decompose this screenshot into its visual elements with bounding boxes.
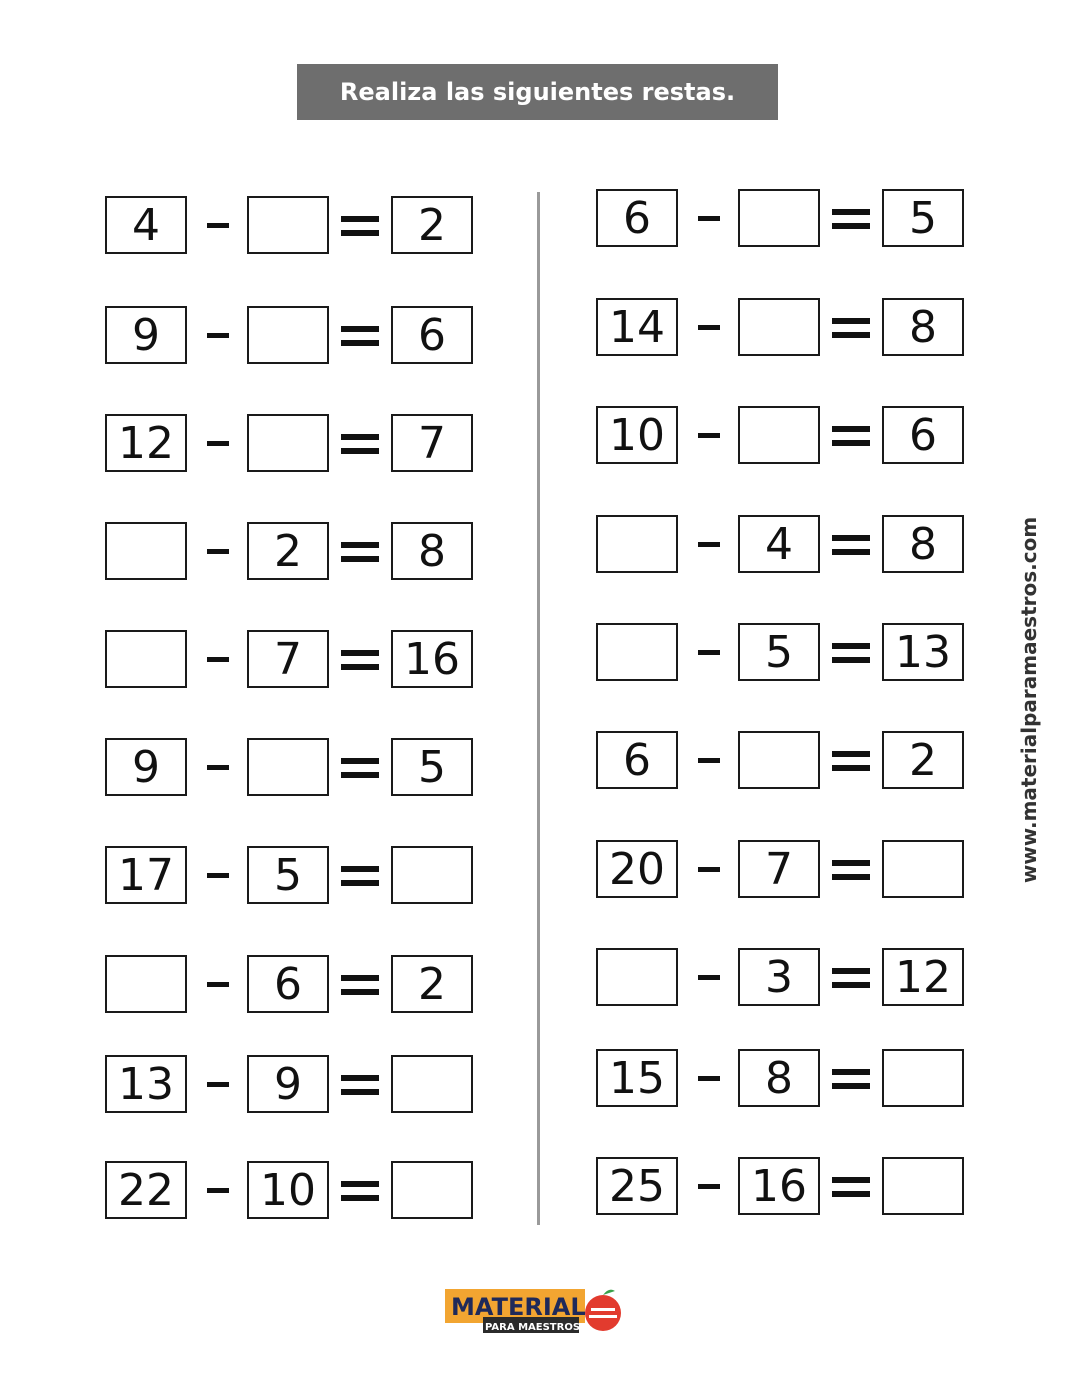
minuend-box[interactable] bbox=[596, 515, 678, 573]
result-box[interactable] bbox=[391, 1055, 473, 1113]
exercise-row bbox=[596, 948, 966, 1008]
equals-sign bbox=[341, 646, 379, 674]
subtrahend-box: 16 bbox=[738, 1157, 820, 1215]
minus-sign bbox=[698, 1076, 720, 1081]
subtrahend-box[interactable] bbox=[738, 189, 820, 247]
subtrahend-box[interactable] bbox=[247, 196, 329, 254]
equals-sign bbox=[832, 856, 870, 884]
column-divider bbox=[537, 192, 540, 1225]
result-box: 8 bbox=[882, 515, 964, 573]
subtrahend-box: 10 bbox=[247, 1161, 329, 1219]
subtrahend-box: 4 bbox=[738, 515, 820, 573]
minuend-box: 13 bbox=[105, 1055, 187, 1113]
result-box: 6 bbox=[882, 406, 964, 464]
equals-sign bbox=[832, 964, 870, 992]
exercise-row bbox=[596, 840, 966, 900]
minuend-box: 15 bbox=[596, 1049, 678, 1107]
exercise-row bbox=[105, 1055, 475, 1115]
exercise-row bbox=[105, 630, 475, 690]
minuend-box: 20 bbox=[596, 840, 678, 898]
logo-word-bottom: PARA MAESTROS bbox=[485, 1322, 581, 1333]
minuend-box[interactable] bbox=[105, 955, 187, 1013]
minus-sign bbox=[698, 650, 720, 655]
subtrahend-box: 7 bbox=[247, 630, 329, 688]
subtrahend-box: 8 bbox=[738, 1049, 820, 1107]
exercise-row bbox=[105, 414, 475, 474]
minus-sign bbox=[698, 867, 720, 872]
result-box: 2 bbox=[391, 196, 473, 254]
subtrahend-box: 2 bbox=[247, 522, 329, 580]
exercise-row bbox=[105, 522, 475, 582]
equals-sign bbox=[341, 754, 379, 782]
equals-sign bbox=[341, 322, 379, 350]
minus-sign bbox=[698, 542, 720, 547]
minus-sign bbox=[698, 1184, 720, 1189]
subtrahend-box[interactable] bbox=[738, 731, 820, 789]
result-box: 5 bbox=[391, 738, 473, 796]
exercise-row bbox=[596, 1049, 966, 1109]
equals-sign bbox=[341, 430, 379, 458]
subtrahend-box[interactable] bbox=[247, 306, 329, 364]
minuend-box[interactable] bbox=[596, 948, 678, 1006]
minuend-box: 25 bbox=[596, 1157, 678, 1215]
minus-sign bbox=[207, 441, 229, 446]
equals-sign bbox=[341, 862, 379, 890]
minuend-box[interactable] bbox=[105, 630, 187, 688]
exercise-row bbox=[105, 846, 475, 906]
result-box: 6 bbox=[391, 306, 473, 364]
minuend-box: 6 bbox=[596, 189, 678, 247]
exercise-row bbox=[596, 731, 966, 791]
minus-sign bbox=[207, 549, 229, 554]
result-box: 12 bbox=[882, 948, 964, 1006]
exercise-row bbox=[596, 406, 966, 466]
result-box: 7 bbox=[391, 414, 473, 472]
equals-sign bbox=[341, 1071, 379, 1099]
result-box: 8 bbox=[391, 522, 473, 580]
exercise-row bbox=[596, 298, 966, 358]
website-url: www.materialparamaestros.com bbox=[1017, 516, 1041, 884]
minuend-box: 10 bbox=[596, 406, 678, 464]
subtrahend-box: 9 bbox=[247, 1055, 329, 1113]
equals-sign bbox=[832, 205, 870, 233]
subtrahend-box[interactable] bbox=[247, 738, 329, 796]
exercise-row bbox=[596, 189, 966, 249]
minus-sign bbox=[207, 333, 229, 338]
minus-sign bbox=[207, 1188, 229, 1193]
result-box[interactable] bbox=[882, 1157, 964, 1215]
result-box: 5 bbox=[882, 189, 964, 247]
equals-sign bbox=[832, 1173, 870, 1201]
minus-sign bbox=[698, 325, 720, 330]
subtrahend-box[interactable] bbox=[738, 298, 820, 356]
apple-icon bbox=[585, 1295, 621, 1331]
exercise-row bbox=[596, 1157, 966, 1217]
minus-sign bbox=[207, 1082, 229, 1087]
minus-sign bbox=[207, 873, 229, 878]
equals-sign bbox=[832, 639, 870, 667]
exercise-row bbox=[105, 955, 475, 1015]
minus-sign bbox=[207, 657, 229, 662]
minuend-box: 4 bbox=[105, 196, 187, 254]
result-box: 2 bbox=[391, 955, 473, 1013]
minus-sign bbox=[207, 982, 229, 987]
subtrahend-box: 5 bbox=[247, 846, 329, 904]
minus-sign bbox=[207, 223, 229, 228]
page-title: Realiza las siguientes restas. bbox=[297, 64, 778, 120]
minus-sign bbox=[698, 216, 720, 221]
equals-sign bbox=[832, 531, 870, 559]
exercise-row bbox=[596, 623, 966, 683]
result-box: 2 bbox=[882, 731, 964, 789]
result-box[interactable] bbox=[882, 1049, 964, 1107]
result-box[interactable] bbox=[391, 1161, 473, 1219]
minus-sign bbox=[698, 433, 720, 438]
exercise-row bbox=[105, 1161, 475, 1221]
subtrahend-box: 6 bbox=[247, 955, 329, 1013]
exercise-row bbox=[596, 515, 966, 575]
minuend-box: 9 bbox=[105, 306, 187, 364]
minuend-box[interactable] bbox=[596, 623, 678, 681]
minuend-box: 6 bbox=[596, 731, 678, 789]
minuend-box[interactable] bbox=[105, 522, 187, 580]
result-box: 8 bbox=[882, 298, 964, 356]
subtrahend-box: 3 bbox=[738, 948, 820, 1006]
minuend-box: 17 bbox=[105, 846, 187, 904]
material-para-maestros-logo bbox=[443, 1283, 633, 1337]
subtrahend-box[interactable] bbox=[247, 414, 329, 472]
equals-sign bbox=[832, 422, 870, 450]
result-box[interactable] bbox=[391, 846, 473, 904]
exercise-row bbox=[105, 306, 475, 366]
minus-sign bbox=[698, 758, 720, 763]
minuend-box: 12 bbox=[105, 414, 187, 472]
minuend-box: 14 bbox=[596, 298, 678, 356]
result-box: 13 bbox=[882, 623, 964, 681]
equals-sign bbox=[832, 314, 870, 342]
exercise-row bbox=[105, 738, 475, 798]
equals-sign bbox=[341, 212, 379, 240]
equals-sign bbox=[341, 538, 379, 566]
minus-sign bbox=[207, 765, 229, 770]
exercise-row bbox=[105, 196, 475, 256]
minuend-box: 22 bbox=[105, 1161, 187, 1219]
equals-sign bbox=[832, 747, 870, 775]
subtrahend-box: 7 bbox=[738, 840, 820, 898]
result-box: 16 bbox=[391, 630, 473, 688]
equals-sign bbox=[832, 1065, 870, 1093]
minus-sign bbox=[698, 975, 720, 980]
minuend-box: 9 bbox=[105, 738, 187, 796]
subtrahend-box: 5 bbox=[738, 623, 820, 681]
result-box[interactable] bbox=[882, 840, 964, 898]
logo-word-top: MATERIAL bbox=[451, 1293, 586, 1321]
equals-sign bbox=[341, 1177, 379, 1205]
subtrahend-box[interactable] bbox=[738, 406, 820, 464]
equals-sign bbox=[341, 971, 379, 999]
